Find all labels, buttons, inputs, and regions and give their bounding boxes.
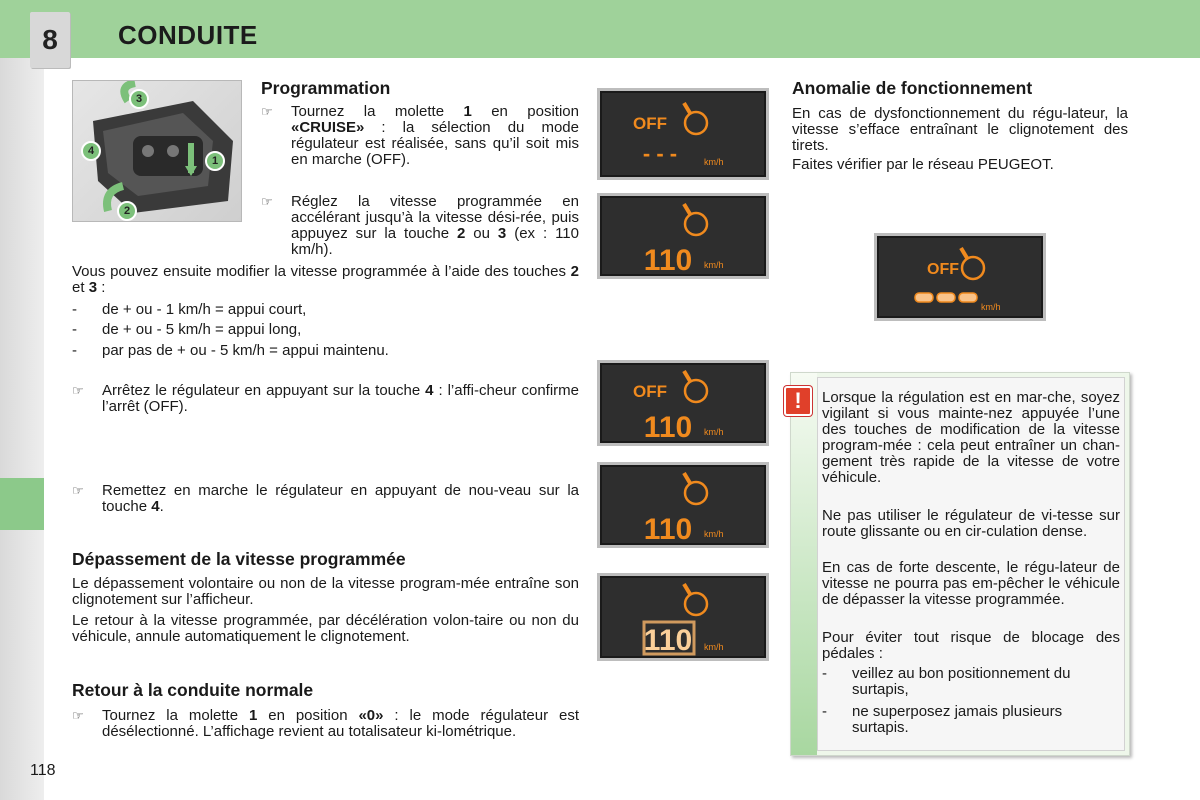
programmation-step-2 <box>261 194 579 258</box>
chapter-number: 8 <box>30 12 70 68</box>
step-2-text-a: Réglez la vitesse programmée en accélérant jusqu’à la vitesse dési-rée, puis appuyez sur la touche <box>291 193 579 242</box>
callout-3: 3 <box>129 89 149 109</box>
retour-zero: «0» <box>358 707 384 724</box>
step-1-cruise: «CRUISE» <box>291 119 365 136</box>
speedometer-icon <box>962 257 984 279</box>
lcd-dashes: - - - <box>642 141 678 166</box>
speedometer-icon <box>685 112 707 134</box>
step-3-num: 4 <box>425 382 434 399</box>
depassement-para-2: Le retour à la vitesse programmée, par décélération volon-taire ou non du véhicule, annule automatiquement le clignotement. <box>72 612 579 645</box>
hand-pointer-icon: ☞ <box>72 483 84 498</box>
cruise-control-lever-photo <box>72 80 242 222</box>
step-4-text-a: Remettez en marche le régulateur en appuyant de nou-veau sur la touche <box>102 482 579 515</box>
para-text-b: et <box>72 279 89 296</box>
step-4-num: 4 <box>151 498 160 515</box>
display-anomaly <box>874 233 1046 321</box>
programmation-title: Programmation <box>261 78 391 98</box>
speedometer-icon <box>685 380 707 402</box>
page-number: 118 <box>30 762 56 779</box>
lcd-off-label: OFF <box>927 261 959 278</box>
speedometer-icon <box>685 213 707 235</box>
lcd-off-label: OFF <box>633 114 667 133</box>
retour-text-a: Tournez la molette <box>102 707 249 724</box>
warning-dash-1: - veillez au bon positionnement du surtapis, <box>822 665 1071 698</box>
programmation-paragraph <box>72 264 579 296</box>
step-2-num-3: 3 <box>497 225 507 242</box>
para-num-2: 2 <box>570 263 579 280</box>
hand-pointer-icon: ☞ <box>261 104 273 119</box>
lcd-speed: 110 <box>643 244 693 276</box>
warning-para-2: Ne pas utiliser le régulateur de vi-tesse sur route glissante ou en cir-culation dense. <box>822 507 1120 540</box>
step-2-text-b: ou <box>465 225 498 242</box>
programmation-step-3 <box>72 383 579 415</box>
chapter-side-tab <box>0 478 44 530</box>
lcd-unit: km/h <box>981 302 1001 312</box>
retour-title: Retour à la conduite normale <box>72 680 314 700</box>
lcd-speed: 110 <box>643 624 693 657</box>
anomalie-title: Anomalie de fonctionnement <box>792 78 1033 98</box>
retour-text-b: en position <box>257 707 359 724</box>
lcd-unit: km/h <box>704 157 724 167</box>
side-band <box>0 58 44 800</box>
step-1-num: 1 <box>463 103 472 120</box>
step-3-text-b: : l’affi-cheur confirme l’arrêt (OFF). <box>102 382 579 415</box>
warning-icon: ! <box>784 386 812 416</box>
speedometer-icon <box>685 482 707 504</box>
step-1-text-a: Tournez la molette <box>291 103 464 120</box>
lcd-speed: 110 <box>643 411 693 443</box>
display-speed-blinking <box>597 573 769 661</box>
display-speed-set <box>597 193 769 279</box>
anomalie-para-2: Faites vérifier par le réseau PEUGEOT. <box>792 156 1054 173</box>
step-2-num-2: 2 <box>457 225 466 242</box>
step-1-text-c: : la sélection du mode régulateur est réalisée, sans qu’il soit mis en marche (OFF). <box>291 119 579 168</box>
hand-pointer-icon: ☞ <box>72 708 84 723</box>
warning-dash-2: - ne superposez jamais plusieurs surtapis. <box>822 703 1063 736</box>
step-1-text-b: en position <box>471 103 579 120</box>
step-3-text-a: Arrêtez le régulateur en appuyant sur la touche <box>102 382 426 399</box>
speedometer-icon <box>685 593 707 615</box>
callout-2: 2 <box>117 201 137 221</box>
chapter-title: CONDUITE <box>118 20 258 50</box>
anomalie-para-1: En cas de dysfonctionnement du régu-lateur, la vitesse s’efface entraînant le clignotement des tirets. <box>792 105 1128 154</box>
retour-step <box>72 708 579 740</box>
lcd-unit: km/h <box>704 427 724 437</box>
lcd-unit: km/h <box>704 529 724 539</box>
lcd-speed: 110 <box>643 513 693 545</box>
retour-num: 1 <box>248 707 258 724</box>
display-off-speed <box>597 360 769 446</box>
step-4-text-b: . <box>159 498 164 515</box>
display-speed-resumed <box>597 462 769 548</box>
depassement-title: Dépassement de la vitesse programmée <box>72 549 406 569</box>
programmation-step-4 <box>72 483 579 515</box>
warning-para-1: Lorsque la régulation est en mar-che, soyez vigilant si vous mainte-nez appuyée l’une des touches de modification de la vitesse program-mée : cela peut entraîner un chan-gement très rapide de la vitesse de votre véhicule. <box>822 389 1120 486</box>
warning-para-4: Pour éviter tout risque de blocage des pédales : <box>822 629 1120 662</box>
lcd-unit: km/h <box>704 260 724 270</box>
lcd-off-label: OFF <box>633 382 667 401</box>
step-2-text-c: (ex : 110 km/h). <box>291 225 579 258</box>
display-off-dashes <box>597 88 769 180</box>
warning-para-3: En cas de forte descente, le régu-lateur de vitesse ne pourra pas em-pêcher le véhicule de dépasser la vitesse programmée. <box>822 559 1120 608</box>
callout-1: 1 <box>205 151 225 171</box>
programmation-step-1 <box>261 104 579 168</box>
para-text-c: : <box>97 279 106 296</box>
para-text-a: Vous pouvez ensuite modifier la vitesse programmée à l’aide des touches <box>72 263 571 280</box>
retour-text-c: : le mode régulateur est désélectionné. L’affichage revient au totalisateur ki-lométrique. <box>102 707 579 740</box>
depassement-para-1: Le dépassement volontaire ou non de la vitesse program-mée entraîne son clignotement sur l’afficheur. <box>72 575 579 608</box>
hand-pointer-icon: ☞ <box>261 194 273 209</box>
hand-pointer-icon: ☞ <box>72 383 84 398</box>
para-num-3: 3 <box>88 279 98 296</box>
lcd-unit: km/h <box>704 642 724 652</box>
callout-4: 4 <box>81 141 101 161</box>
